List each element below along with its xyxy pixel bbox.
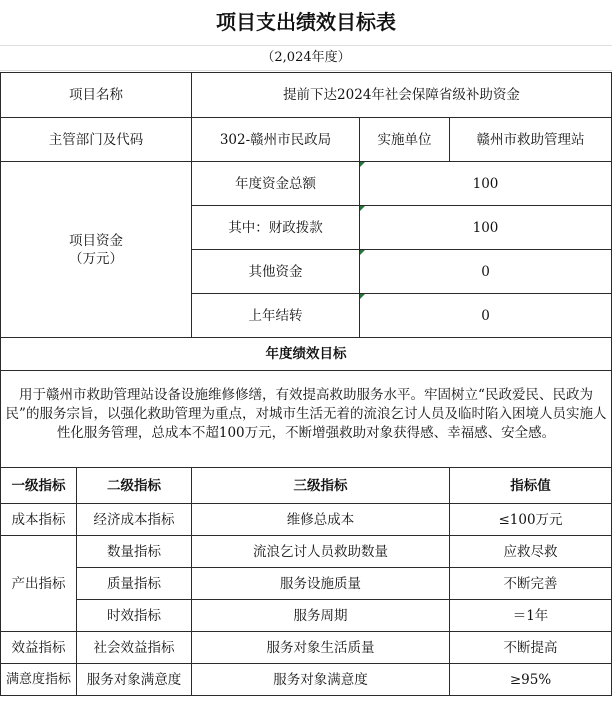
indicator-header-level1: 一级指标: [11, 477, 66, 494]
funds-row-label: 上年结转: [248, 307, 303, 324]
group-benefit-indicator: 效益指标: [11, 639, 66, 656]
faint-grid-line: [0, 45, 612, 46]
funds-row-value: 0: [481, 307, 490, 324]
indicator-header-level3: 三级指标: [293, 477, 348, 494]
indicator-value: 应救尽救: [503, 543, 558, 560]
group-output-indicator: 产出指标: [11, 575, 66, 592]
project-funds-label-line2: （万元）: [69, 250, 123, 267]
indicator-level2: 服务对象满意度: [86, 671, 182, 688]
indicator-header-value: 指标值: [510, 477, 551, 494]
indicator-level2: 社会效益指标: [93, 639, 175, 656]
funds-row-value: 100: [472, 219, 499, 236]
annual-goal-header: 年度绩效目标: [265, 346, 347, 362]
department-value: 302-赣州市民政局: [219, 131, 332, 148]
implementing-unit-label: 实施单位: [377, 131, 432, 148]
annual-goal-text: 用于赣州市救助管理站设备设施维修修缮，有效提高救助服务水平。牢固树立“民政爱民、民政为民”的服务宗旨，以强化救助管理为重点，对城市生活无着的流浪乞讨人员及临时陷入困境人员实施人性化服务管理，总成本不超100万元，不断增强救助对象获得感、幸福感、安全感。: [5, 387, 607, 441]
page-title: 项目支出绩效目标表: [216, 10, 396, 34]
department-label: 主管部门及代码: [48, 131, 144, 148]
indicator-value: 不断提高: [503, 639, 558, 656]
group-satisfaction-indicator: 满意度指标: [5, 671, 71, 687]
indicator-level3: 维修总成本: [286, 511, 355, 528]
funds-row-label: 其中：财政拨款: [228, 219, 323, 236]
project-name-label: 项目名称: [69, 87, 123, 103]
funds-row-value: 100: [472, 175, 499, 192]
indicator-level3: 流浪乞讨人员救助数量: [253, 543, 388, 560]
indicator-value: 不断完善: [503, 575, 558, 592]
indicator-level2: 数量指标: [107, 543, 161, 560]
project-funds-label-line1: 项目资金: [69, 232, 123, 249]
indicator-level2: 质量指标: [107, 575, 161, 592]
indicator-header-level2: 二级指标: [107, 477, 161, 494]
funds-row-label: 其他资金: [248, 263, 303, 280]
faint-grid-line: [0, 70, 612, 71]
indicator-level2: 时效指标: [107, 607, 161, 624]
indicator-level3: 服务对象生活质量: [266, 639, 375, 656]
funds-row-value: 0: [481, 263, 490, 280]
indicator-value: ≥95%: [509, 671, 552, 688]
group-cost-indicator: 成本指标: [11, 511, 66, 528]
indicator-level3: 服务周期: [293, 607, 348, 624]
project-name-value: 提前下达2024年社会保障省级补助资金: [283, 87, 520, 103]
funds-row-label: 年度资金总额: [235, 175, 316, 192]
year-label: （2,024年度）: [261, 50, 351, 65]
indicator-level3: 服务对象满意度: [273, 671, 368, 688]
implementing-unit-value: 赣州市救助管理站: [476, 131, 585, 148]
table-border: [0, 370, 612, 371]
indicator-value: ＝1年: [512, 607, 549, 624]
table-border: [0, 695, 612, 696]
indicator-level3: 服务设施质量: [280, 575, 361, 592]
indicator-value: ≤100万元: [498, 511, 563, 528]
indicator-level2: 经济成本指标: [93, 511, 175, 528]
project-funds-label: [1, 162, 191, 337]
